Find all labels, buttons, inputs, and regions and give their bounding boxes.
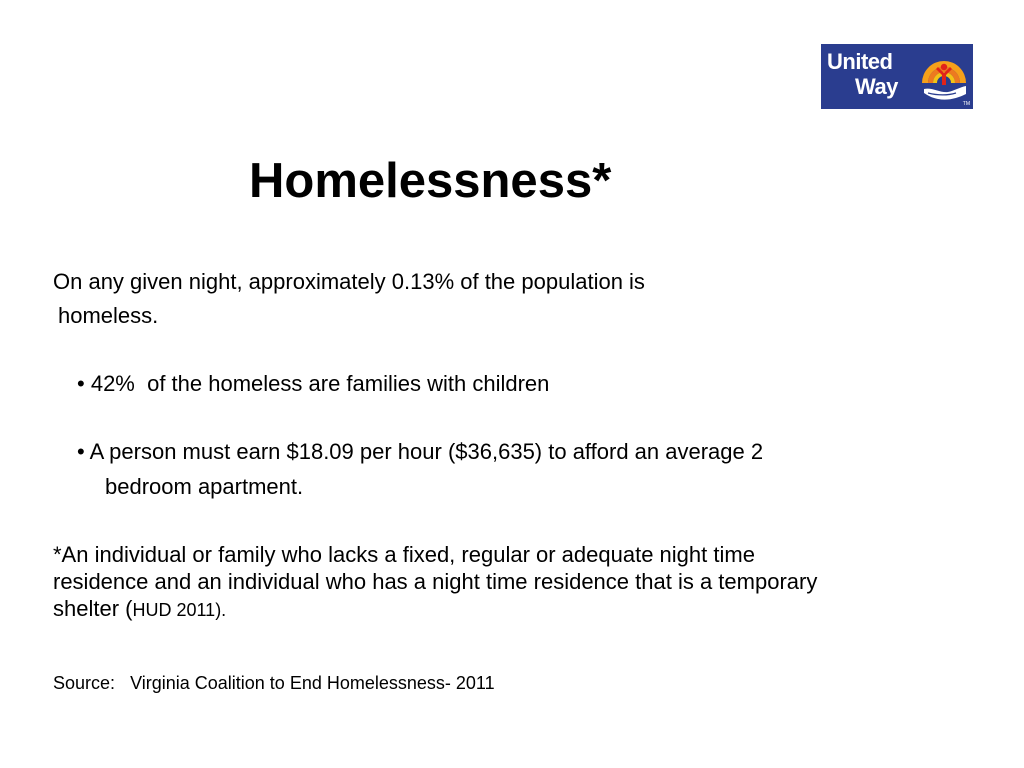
definition-line-2: residence and an individual who has a night time residence that is a temporary (53, 569, 818, 594)
united-way-hand-rainbow-icon (918, 49, 970, 105)
intro-line-2: homeless. (58, 303, 159, 328)
definition-line-3-prefix: shelter ( (53, 596, 133, 621)
definition-line-1: *An individual or family who lacks a fixed, regular or adequate night time (53, 542, 755, 567)
source-text: Virginia Coalition to End Homelessness- 2011 (130, 673, 495, 693)
bullet-text-line-1: A person must earn $18.09 per hour ($36,635) to afford an average 2 (89, 439, 764, 464)
person-head-icon (941, 64, 947, 70)
definition-line-3 (53, 595, 226, 624)
bullet-text: 42% of the homeless are families with children (90, 371, 550, 396)
bullet-families (77, 370, 549, 398)
source-line (53, 671, 495, 695)
logo-line-2: Way (855, 74, 898, 99)
logo-wordmark (827, 49, 898, 99)
bullet-wage (77, 438, 763, 466)
source-label: Source: (53, 673, 116, 693)
slide-title: Homelessness* (249, 154, 612, 208)
united-way-logo (821, 44, 973, 109)
logo-trademark: TM (962, 101, 970, 107)
intro-line-1: On any given night, approximately 0.13% of the population is (53, 269, 645, 294)
definition-citation: HUD 2011). (132, 600, 227, 620)
bullet-marker: • (77, 439, 85, 464)
bullet-text-line-2: bedroom apartment. (105, 474, 304, 499)
hand-icon (924, 86, 966, 100)
logo-line-1: United (827, 49, 893, 74)
bullet-marker: • (77, 371, 85, 396)
